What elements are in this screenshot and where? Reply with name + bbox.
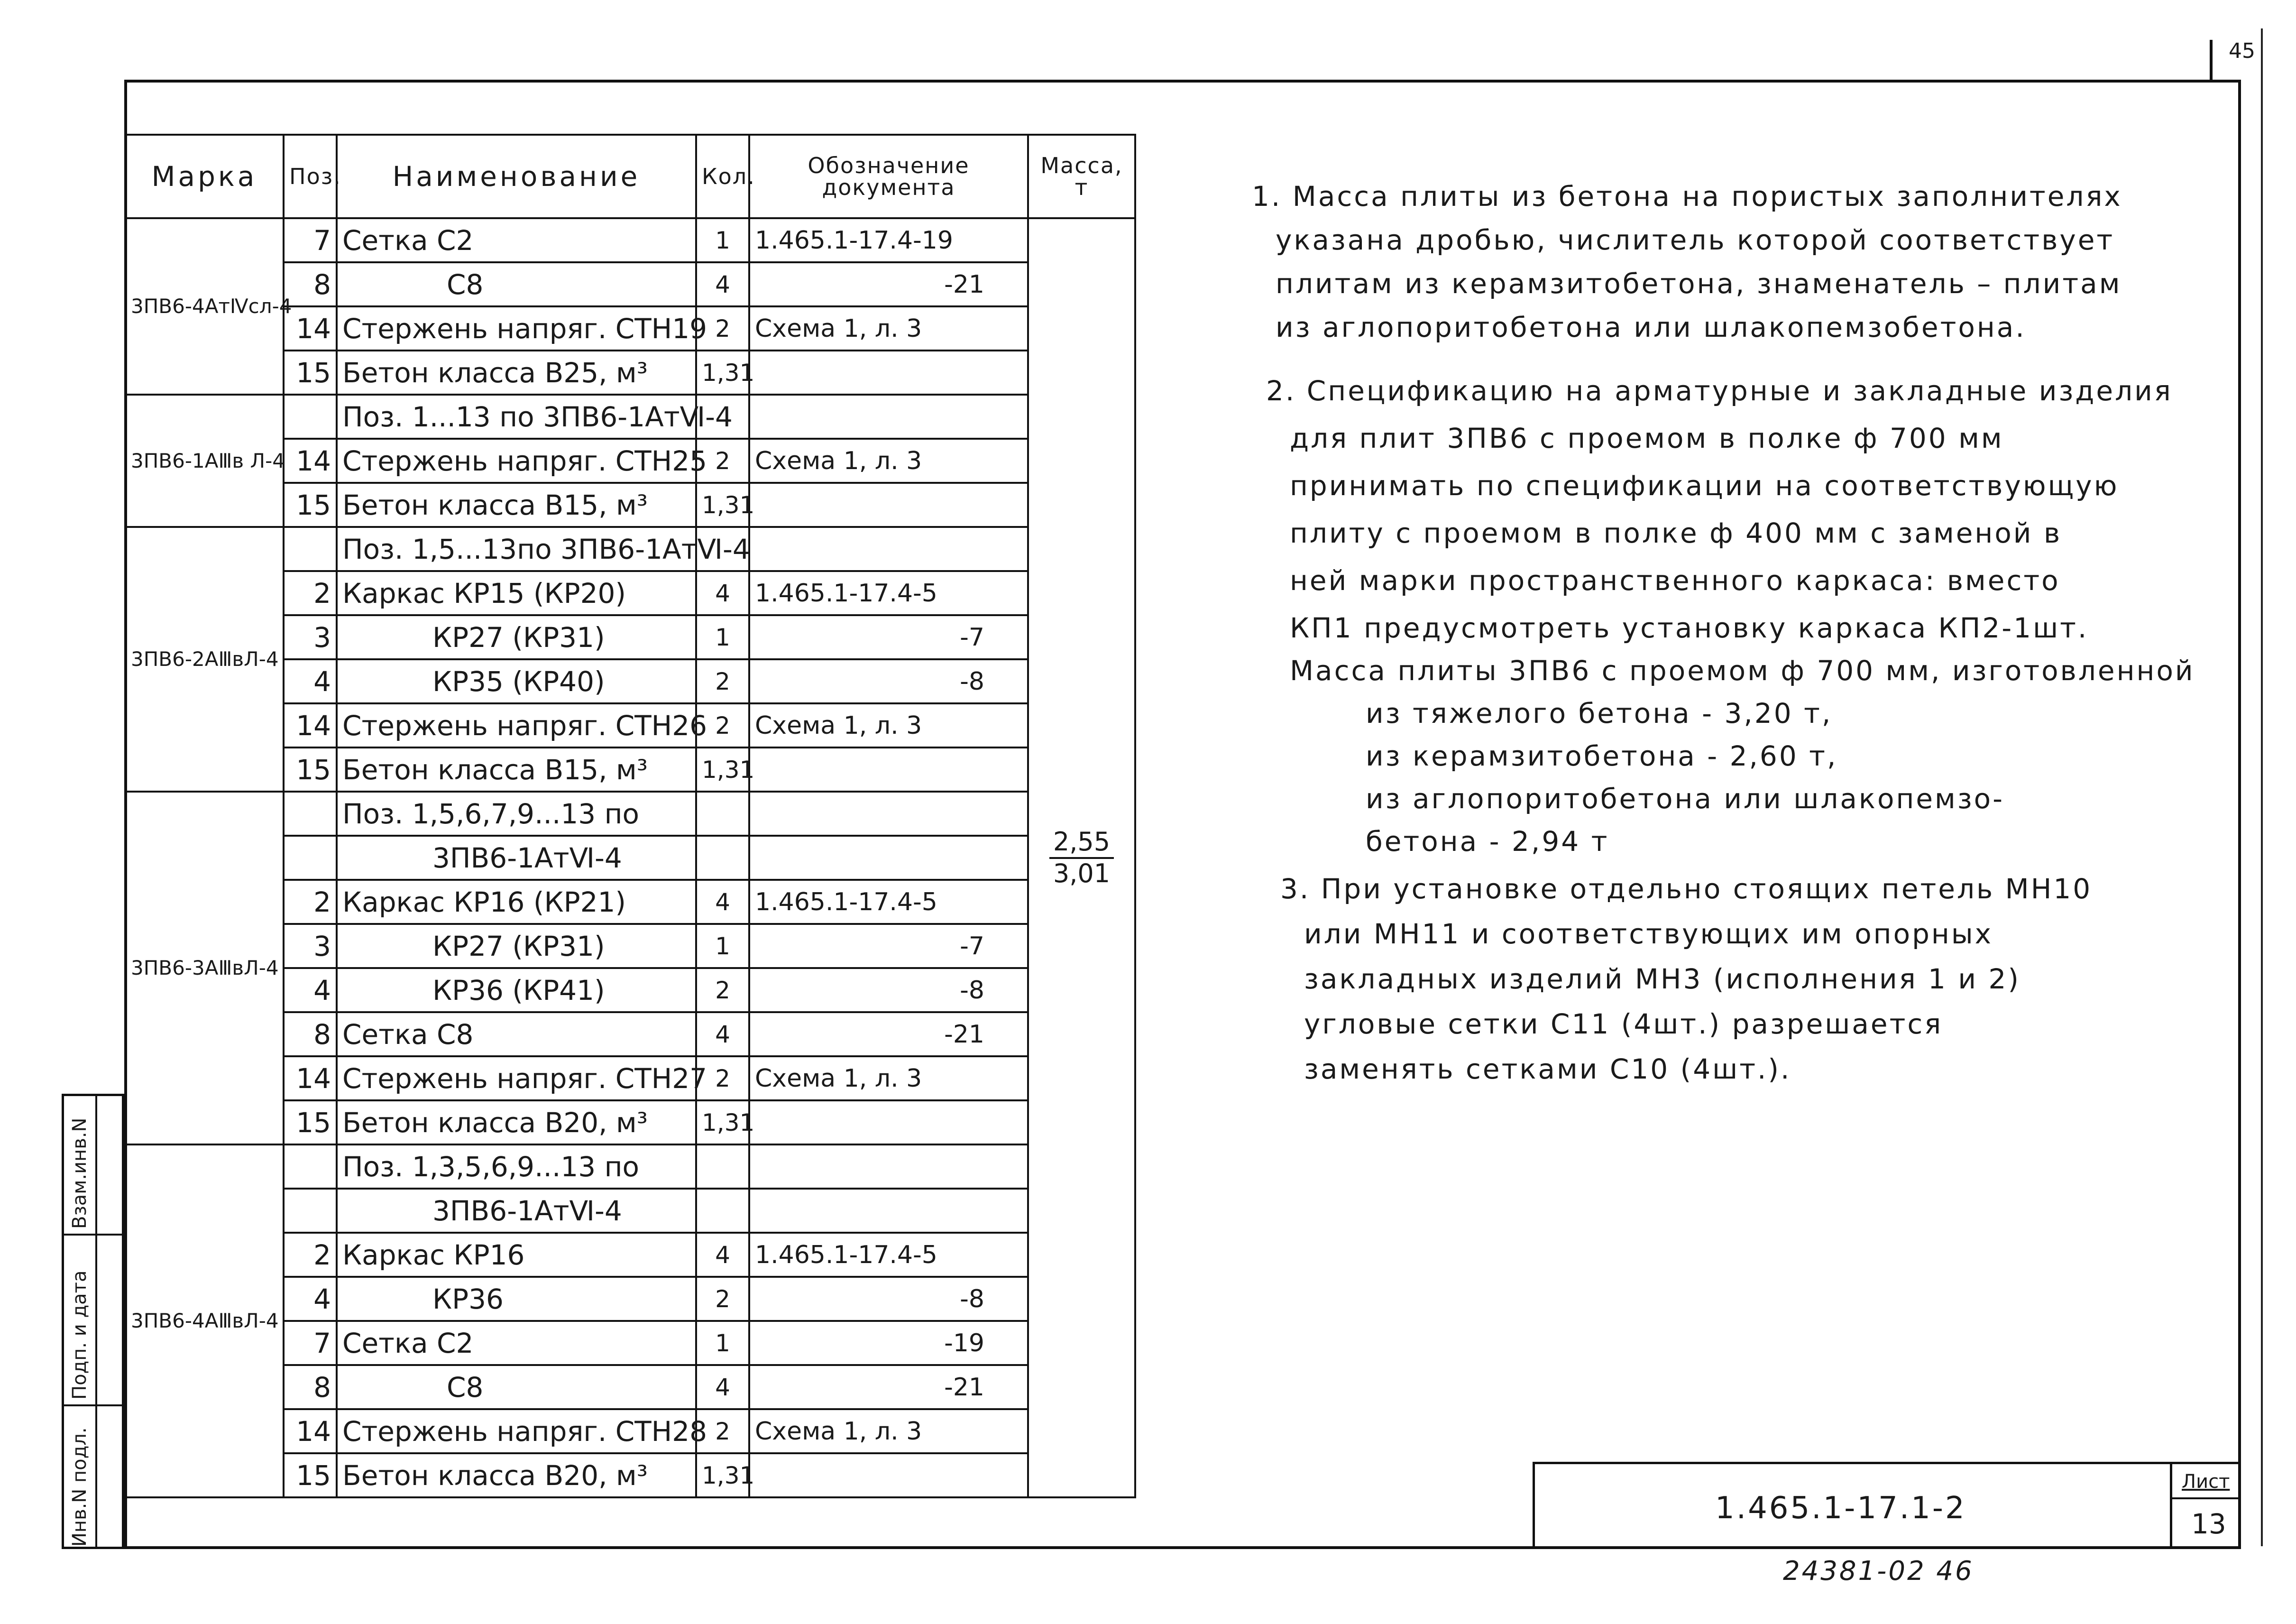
note-line: из аглопоритобетона или шлакопемзо-: [1366, 783, 2005, 815]
pos-cell: 14: [284, 1409, 337, 1453]
pos-cell: 15: [284, 483, 337, 527]
table-row: [125, 792, 1135, 836]
qty-cell: 2: [696, 1409, 749, 1453]
mark-cell: 3ПВ6-1АⅢв Л-4: [125, 395, 284, 527]
side-stamp-divider: [64, 1234, 122, 1236]
name-cell: Бетон класса В20, м³: [337, 1453, 696, 1497]
qty-cell: 2: [696, 439, 749, 483]
name-cell: Каркас КР16 (КР21): [337, 880, 696, 924]
header-pos: Поз.: [284, 135, 337, 218]
side-label-sign-date: Подп. и дата: [69, 1270, 91, 1400]
name-cell: Поз. 1,5...13по 3ПВ6-1АтⅥ-4: [337, 527, 696, 571]
pos-cell: 2: [284, 880, 337, 924]
qty-cell: 2: [696, 306, 749, 351]
doc-cell: [749, 1100, 1028, 1144]
doc-cell: -21: [749, 1012, 1028, 1056]
pos-cell: 8: [284, 1012, 337, 1056]
doc-cell: Схема 1, л. 3: [749, 1056, 1028, 1100]
table-row: [125, 527, 1135, 571]
note-line: угловые сетки С11 (4шт.) разрешается: [1304, 1008, 1943, 1040]
header-mass-line2: т: [1075, 175, 1089, 200]
doc-cell: -21: [749, 1365, 1028, 1409]
side-label-inv-original: Инв.N подл.: [69, 1427, 91, 1547]
doc-cell: [749, 351, 1028, 395]
doc-cell: [749, 483, 1028, 527]
pos-cell: [284, 1189, 337, 1233]
name-cell: Стержень напряг. СТН26: [337, 703, 696, 747]
table-row: [125, 395, 1135, 439]
name-cell: Поз. 1,5,6,7,9...13 по: [337, 792, 696, 836]
qty-cell: 1,31: [696, 351, 749, 395]
name-cell: Бетон класса В25, м³: [337, 351, 696, 395]
pos-cell: 8: [284, 1365, 337, 1409]
header-mass-line1: Масса,: [1040, 153, 1123, 178]
pos-cell: 8: [284, 262, 337, 306]
name-cell: Стержень напряг. СТН28: [337, 1409, 696, 1453]
mark-cell: 3ПВ6-4АⅢвЛ-4: [125, 1144, 284, 1497]
doc-cell: 1.465.1-17.4-5: [749, 571, 1028, 615]
pos-cell: 14: [284, 703, 337, 747]
qty-cell: [696, 792, 749, 836]
pos-cell: [284, 792, 337, 836]
pos-cell: 7: [284, 1321, 337, 1365]
mass-denominator: 3,01: [1053, 858, 1111, 888]
qty-cell: 1,31: [696, 1100, 749, 1144]
doc-cell: [749, 1189, 1028, 1233]
note-line: 2. Спецификацию на арматурные и закладные изделия: [1266, 375, 2173, 407]
table-row: [125, 218, 1135, 262]
doc-cell: -7: [749, 615, 1028, 659]
doc-cell: [749, 792, 1028, 836]
doc-cell: -8: [749, 659, 1028, 703]
mark-cell: 3ПВ6-3АⅢвЛ-4: [125, 792, 284, 1144]
qty-cell: 4: [696, 571, 749, 615]
qty-cell: 4: [696, 880, 749, 924]
pos-cell: 15: [284, 747, 337, 792]
qty-cell: 4: [696, 1233, 749, 1277]
name-cell: С8: [337, 1365, 696, 1409]
name-cell: КР36 (КР41): [337, 968, 696, 1012]
note-line: из тяжелого бетона - 3,20 т,: [1366, 697, 1833, 729]
sheet-box: [2170, 1464, 2241, 1549]
pos-cell: 3: [284, 615, 337, 659]
mark-cell: 3ПВ6-4АтⅣсл-4: [125, 218, 284, 395]
doc-cell: -21: [749, 262, 1028, 306]
corner-tick: [2210, 40, 2213, 83]
note-line: бетона - 2,94 т: [1366, 825, 1609, 858]
doc-cell: [749, 1453, 1028, 1497]
qty-cell: [696, 836, 749, 880]
qty-cell: 1,31: [696, 1453, 749, 1497]
table-header-row: [125, 135, 1135, 218]
name-cell: Каркас КР16: [337, 1233, 696, 1277]
doc-cell: 1.465.1-17.4-5: [749, 880, 1028, 924]
pos-cell: 7: [284, 218, 337, 262]
name-cell: Сетка С2: [337, 1321, 696, 1365]
note-line: 1. Масса плиты из бетона на пористых заполнителях: [1252, 180, 2122, 212]
name-cell: Каркас КР15 (КР20): [337, 571, 696, 615]
doc-cell: [749, 527, 1028, 571]
doc-cell: -7: [749, 924, 1028, 968]
doc-cell: Схема 1, л. 3: [749, 439, 1028, 483]
note-line: плиту с проемом в полке ф 400 мм с заменой в: [1290, 517, 2062, 549]
sheet-label: Лист: [2182, 1471, 2230, 1493]
name-cell: Сетка С2: [337, 218, 696, 262]
qty-cell: 2: [696, 1056, 749, 1100]
doc-cell: -8: [749, 968, 1028, 1012]
name-cell: Поз. 1...13 по 3ПВ6-1АтⅥ-4: [337, 395, 696, 439]
table-row: [125, 1144, 1135, 1189]
doc-cell: [749, 1144, 1028, 1189]
note-line: Масса плиты 3ПВ6 с проемом ф 700 мм, изготовленной: [1290, 655, 2195, 687]
name-cell: 3ПВ6-1АтⅥ-4: [337, 1189, 696, 1233]
name-cell: КР27 (КР31): [337, 615, 696, 659]
mass-numerator: 2,55: [1049, 827, 1114, 858]
pos-cell: 14: [284, 439, 337, 483]
doc-cell: [749, 747, 1028, 792]
pos-cell: 15: [284, 1453, 337, 1497]
qty-cell: 4: [696, 262, 749, 306]
note-line: 3. При установке отдельно стоящих петель МН10: [1280, 873, 2093, 905]
pos-cell: [284, 836, 337, 880]
qty-cell: [696, 1144, 749, 1189]
header-doc-line2: документа: [822, 175, 955, 200]
mass-cell: [1028, 218, 1135, 1497]
pos-cell: 2: [284, 1233, 337, 1277]
name-cell: Стержень напряг. СТН27: [337, 1056, 696, 1100]
note-line: из керамзитобетона - 2,60 т,: [1366, 740, 1838, 772]
header-name: Наименование: [337, 135, 696, 218]
name-cell: Бетон класса В15, м³: [337, 747, 696, 792]
doc-cell: -8: [749, 1277, 1028, 1321]
pos-cell: 4: [284, 968, 337, 1012]
top-right-number: 45: [2229, 39, 2255, 63]
doc-cell: 1.465.1-17.4-19: [749, 218, 1028, 262]
name-cell: Сетка С8: [337, 1012, 696, 1056]
qty-cell: 4: [696, 1365, 749, 1409]
pos-cell: 3: [284, 924, 337, 968]
name-cell: Бетон класса В20, м³: [337, 1100, 696, 1144]
doc-cell: [749, 395, 1028, 439]
qty-cell: 4: [696, 1012, 749, 1056]
header-doc: [749, 135, 1028, 218]
sheet-number: 13: [2191, 1508, 2226, 1540]
name-cell: КР36: [337, 1277, 696, 1321]
sheet-box-divider: [2172, 1497, 2241, 1499]
header-mark: Марка: [125, 135, 284, 218]
right-edge-line: [2261, 28, 2263, 1546]
note-line: указана дробью, числитель которой соответствует: [1276, 224, 2115, 256]
pos-cell: [284, 395, 337, 439]
qty-cell: 1: [696, 924, 749, 968]
qty-cell: 1,31: [696, 747, 749, 792]
doc-cell: [749, 836, 1028, 880]
qty-cell: 2: [696, 659, 749, 703]
name-cell: КР35 (КР40): [337, 659, 696, 703]
qty-cell: 1: [696, 1321, 749, 1365]
side-stamp: [62, 1094, 124, 1549]
note-line: для плит 3ПВ6 с проемом в полке ф 700 мм: [1290, 422, 2004, 454]
note-line: принимать по спецификации на соответствующую: [1290, 470, 2119, 502]
note-line: или МН11 и соответствующих им опорных: [1304, 918, 1993, 950]
note-line: из аглопоритобетона или шлакопемзобетона.: [1276, 311, 2026, 343]
pos-cell: 14: [284, 1056, 337, 1100]
doc-cell: -19: [749, 1321, 1028, 1365]
doc-cell: Схема 1, л. 3: [749, 306, 1028, 351]
doc-cell: Схема 1, л. 3: [749, 1409, 1028, 1453]
doc-cell: Схема 1, л. 3: [749, 703, 1028, 747]
qty-cell: 1: [696, 615, 749, 659]
name-cell: Стержень напряг. СТН25: [337, 439, 696, 483]
name-cell: Поз. 1,3,5,6,9...13 по: [337, 1144, 696, 1189]
side-stamp-divider: [64, 1404, 122, 1406]
pos-cell: 15: [284, 1100, 337, 1144]
pos-cell: 4: [284, 1277, 337, 1321]
pos-cell: [284, 1144, 337, 1189]
header-mass: [1028, 135, 1135, 218]
note-line: плитам из керамзитобетона, знаменатель – плитам: [1276, 268, 2122, 300]
side-label-replace-inv: Взам.инв.N: [69, 1117, 91, 1229]
qty-cell: 2: [696, 968, 749, 1012]
name-cell: 3ПВ6-1АтⅥ-4: [337, 836, 696, 880]
pos-cell: 4: [284, 659, 337, 703]
pos-cell: 14: [284, 306, 337, 351]
qty-cell: 2: [696, 1277, 749, 1321]
name-cell: С8: [337, 262, 696, 306]
pos-cell: [284, 527, 337, 571]
note-line: заменять сетками С10 (4шт.).: [1304, 1053, 1791, 1085]
mass-fraction: [1049, 827, 1114, 888]
note-line: ней марки пространственного каркаса: вместо: [1290, 564, 2060, 597]
qty-cell: 1: [696, 218, 749, 262]
qty-cell: 1,31: [696, 483, 749, 527]
header-doc-line1: Обозначение: [808, 153, 970, 178]
document-code: 1.465.1-17.1-2: [1715, 1491, 1966, 1526]
mark-cell: 3ПВ6-2АⅢвЛ-4: [125, 527, 284, 792]
name-cell: Бетон класса В15, м³: [337, 483, 696, 527]
pos-cell: 15: [284, 351, 337, 395]
qty-cell: 2: [696, 703, 749, 747]
qty-cell: [696, 1189, 749, 1233]
name-cell: Стержень напряг. СТН19: [337, 306, 696, 351]
name-cell: КР27 (КР31): [337, 924, 696, 968]
specification-table: [124, 134, 1136, 1498]
pos-cell: 2: [284, 571, 337, 615]
header-qty: Кол.: [696, 135, 749, 218]
doc-cell: 1.465.1-17.4-5: [749, 1233, 1028, 1277]
note-line: закладных изделий МН3 (исполнения 1 и 2): [1304, 963, 2021, 995]
archive-number: 24381-02 46: [1783, 1556, 1974, 1587]
title-block: [1533, 1462, 2241, 1549]
note-line: КП1 предусмотреть установку каркаса КП2-1шт.: [1290, 612, 2089, 644]
